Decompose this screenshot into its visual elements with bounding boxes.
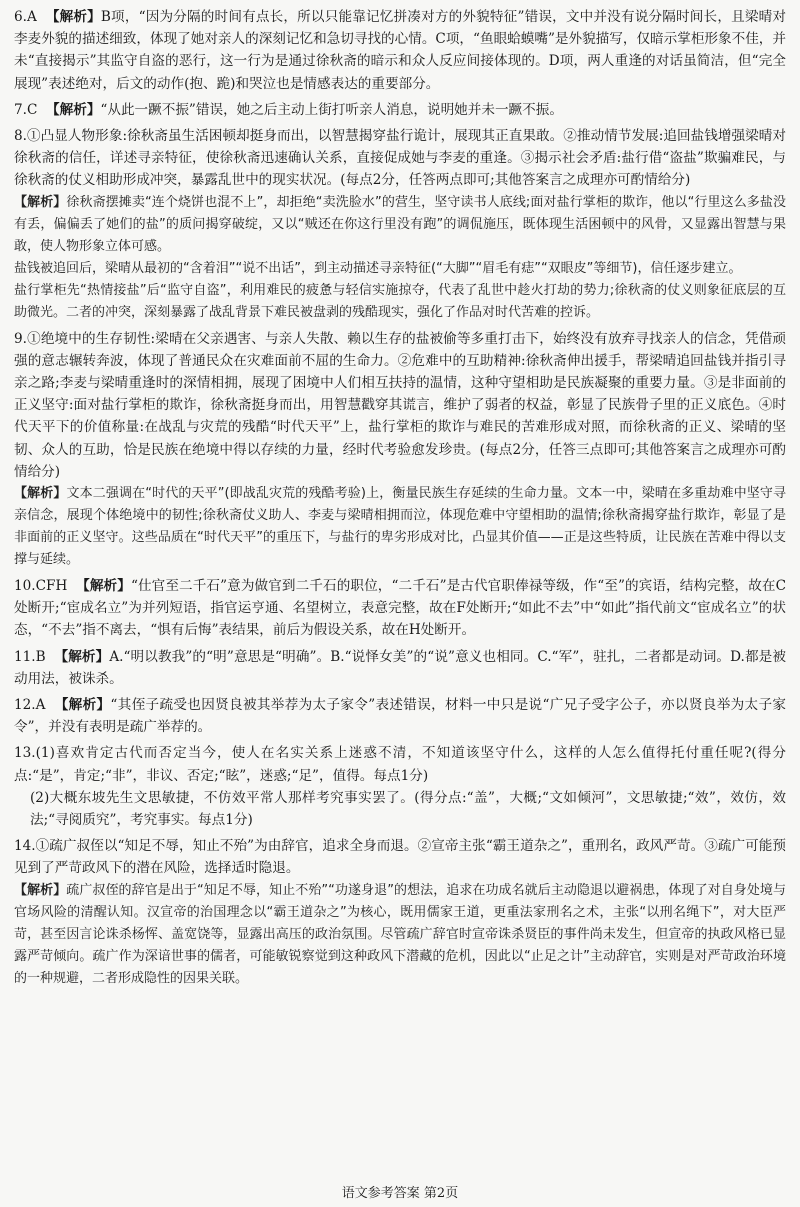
answer-choice: C [26,101,38,118]
answer-text [14,742,786,786]
analysis-tag: 【解析】 [46,101,101,118]
answer-choice: B [35,648,46,665]
answer-item-8 [14,125,786,324]
analysis-tag: 【解析】 [45,9,101,25]
analysis-tag: 【解析】 [54,697,111,714]
answer-text [14,125,786,192]
question-number: 8. [14,128,27,145]
answer-item-7 [14,99,786,121]
question-number: 12. [14,697,36,714]
answer-body: (1)喜欢肯定古代而否定当今，使人在名实关系上迷惑不清，不知道该坚守什么，这样的人怎么值得托付重任呢?(得分点:“是”，肯定;“非”，非议、否定;“眩”，迷惑;“足”，值得。每点1分) [14,745,786,784]
page-footer: 语文参考答案 第2页 [341,1186,459,1201]
analysis-text: 盐行掌柜先“热情接盐”后“监守自盗”，利用难民的疲惫与轻信实施掠夺，代表了乱世中趁火打劫的势力;徐秋斋的仗义则象征底层的互助微光。二者的冲突，深刻暴露了战乱背景下难民被盘剥的残酷现实，强化了作品对时代苦难的控诉。 [14,282,786,320]
analysis-tag: 【解析】 [14,882,67,898]
analysis-text: 徐秋斋摆摊卖“连个烧饼也混不上”，却拒绝“卖洗脸水”的营生，坚守读书人底线;面对盐行掌柜的欺诈，他以“行里这么多盐没有丢，偏偏丢了她们的盐”的质问揭穿破绽，又以“贼还在你这行里没有跑”的调侃施压，既体现生活困顿中的风骨，又显露出智慧与果敢，使人物形象立体可感。 [14,194,786,254]
analysis-paragraph [14,258,786,280]
question-number: 6. [14,9,27,25]
question-number: 11. [14,648,36,665]
answer-body: ①疏广叔侄以“知足不辱，知止不殆”为由辞官，追求全身而退。②宣帝主张“霸王道杂之”，重刑名，政风严苛。③疏广可能预见到了严苛政风下的潜在风险，选择适时隐退。 [14,838,786,877]
answer-item-14 [14,835,786,989]
answer-text [14,646,786,690]
answer-item-12 [14,694,786,738]
answer-choice: CFH [35,578,68,595]
analysis-text: A.“明以教我”的“明”意思是“明确”。B.“说怿女美”的“说”意义也相同。C.“军”，驻扎，二者都是动词。D.都是被动用法，被诛杀。 [14,648,786,687]
analysis-tag: 【解析】 [76,578,131,595]
analysis-paragraph [14,280,786,324]
analysis-text: 文本二强调在“时代的天平”(即战乱灾荒的残酷考验)上，衡量民族生存延续的生命力量。文本一中，梁晴在多重劫难中坚守寻亲信念，展现个体绝境中的韧性;徐秋斋仗义助人、李麦与梁晴相拥而泣，体现危难中守望相助的温情;徐秋斋揭穿盐行欺诈，彰显了是非面前的正义坚守。这些品质在“时代天平”的重压下，与盐行的卑劣形成对比，凸显其价值——正是这些特质，让民族在苦难中得以支撑与延续。 [14,486,786,568]
answer-choice: A [26,9,37,25]
answer-body: ①凸显人物形象:徐秋斋虽生活困顿却挺身而出，以智慧揭穿盐行诡计，展现其正直果敢。②推动情节发展:追回盐钱增强梁晴对徐秋斋的信任，详述寻亲特征，使徐秋斋迅速确认关系，直接促成她与李麦的重逢。③揭示社会矛盾:盐行借“盗盐”欺骗难民，与徐秋斋的仗义相助形成冲突，暴露乱世中的现实状况。(每点2分，任答两点即可;其他答案言之成理亦可酌情给分) [14,128,786,189]
answer-text-part-2: (2)大概东坡先生文思敏捷，不仿效平常人那样考究事实罢了。(得分点:“盖”，大概;“文如倾河”，文思敏捷;“效”，效仿，效法;“寻阅质究”，考究事实。每点1分) [30,789,786,829]
answer-body: ①绝境中的生存韧性:梁晴在父亲遇害、与亲人失散、赖以生存的盐被偷等多重打击下，始终没有放弃寻找亲人的信念，凭借顽强的意志辗转奔波，体现了普通民众在灾难面前不屈的生命力。②危难中的互助精神:徐秋斋伸出援手，帮梁晴追回盐钱并指引寻亲之路;李麦与梁晴重逢时的深情相拥，展现了困境中人们相互扶持的温情，这种守望相助是民族凝聚的重要力量。③是非面前的正义坚守:面对盐行掌柜的欺诈，徐秋斋挺身而出，用智慧戳穿其谎言，维护了弱者的权益，彰显了民族骨子里的正义底色。④时代天平下的价值称量:在战乱与灾荒的残酷“时代天平”上，盐行掌柜的欺诈与难民的苦难形成对照，而徐秋斋的正义、梁晴的坚韧、众人的互助，恰是民族在绝境中得以存续的力量，经时代考验愈发珍贵。(每点2分，任答三点即可;其他答案言之成理亦可酌情给分) [14,330,786,480]
analysis-text: “从此一蹶不振”错误，她之后主动上街打听亲人消息，说明她并未一蹶不振。 [100,101,563,118]
question-number: 9. [14,330,27,347]
analysis-text: “其侄子疏受也因贤良被其举荐为太子家令”表述错误，材料一中只是说“广兄子受字公子，亦以贤良举为太子家令”，并没有表明是疏广举荐的。 [14,697,786,736]
answer-item-9 [14,328,786,571]
analysis-tag: 【解析】 [54,648,110,665]
answer-item-13 [14,742,786,831]
answer-item-6 [14,6,786,95]
analysis-paragraph [14,483,786,571]
analysis-paragraph [14,192,786,258]
analysis-text: 疏广叔侄的辞官是出于“知足不辱，知止不殆”“功遂身退”的想法，追求在功成名就后主动隐退以避祸患，体现了对自身处境与官场风险的清醒认知。汉宣帝的治国理念以“霸王道杂之”为核心，既用儒家王道，更重法家刑名之术，主张“以刑名绳下”，对大臣严苛，甚至因言论诛杀杨恽、盖宽饶等，显露出高压的政治氛围。尽管疏广辞官时宣帝诛杀贤臣的事件尚未发生，但宣帝的执政风格已显露严苛倾向。疏广作为深谙世事的儒者，可能敏锐察觉到这种政风下潜藏的危机，因此以“止足之计”主动辞官，实则是对严苛政治环境的一种规避，二者形成隐性的因果关联。 [14,882,786,986]
question-number: 10. [14,578,36,595]
answer-item-11 [14,646,786,690]
answer-choice: A [35,697,46,714]
answer-text [14,835,786,879]
answer-text [14,575,786,642]
analysis-text: 盐钱被追回后，梁晴从最初的“含着泪”“说不出话”，到主动描述寻亲特征(“大脚”“眉毛有痣”“双眼皮”等细节)，信任逐步建立。 [14,260,742,276]
question-number: 13. [14,745,36,762]
answer-item-10 [14,575,786,642]
analysis-text: B项，“因为分隔的时间有点长，所以只能靠记忆拼凑对方的外貌特征”错误，文中并没有说分隔时间长，且梁晴对李麦外貌的描述细致，体现了她对亲人的深刻记忆和急切寻找的心情。C项，“鱼眼蛤蟆嘴”是外貌描写，仅暗示掌柜形象不佳，并未“直接揭示”其监守自盗的恶行，这一行为是通过徐秋斋的暗示和众人反应间接体现的。D项，两人重逢的对话虽简洁，但“完全展现”表述绝对，后文的动作(抱、跪)和哭泣也是情感表达的重要部分。 [14,9,786,92]
answer-text [14,328,786,483]
question-number: 7. [14,101,27,118]
analysis-tag: 【解析】 [14,194,67,210]
answer-text [14,694,786,738]
analysis-paragraph [14,880,786,990]
analysis-text: “仕官至二千石”意为做官到二千石的职位，“二千石”是古代官职俸禄等级，作“至”的宾语，结构完整，故在C处断开;“宦成名立”为并列短语，指官运亨通、名望树立，表意完整，故在F处断开;“如此不去”中“如此”指代前文“宦成名立”的状态，“不去”指不离去，“惧有后悔”表结果，前后为假设关系，故在H处断开。 [14,578,786,639]
question-number: 14. [14,838,36,855]
analysis-tag: 【解析】 [14,486,67,502]
answer-text [14,99,786,121]
answer-text [14,6,786,95]
